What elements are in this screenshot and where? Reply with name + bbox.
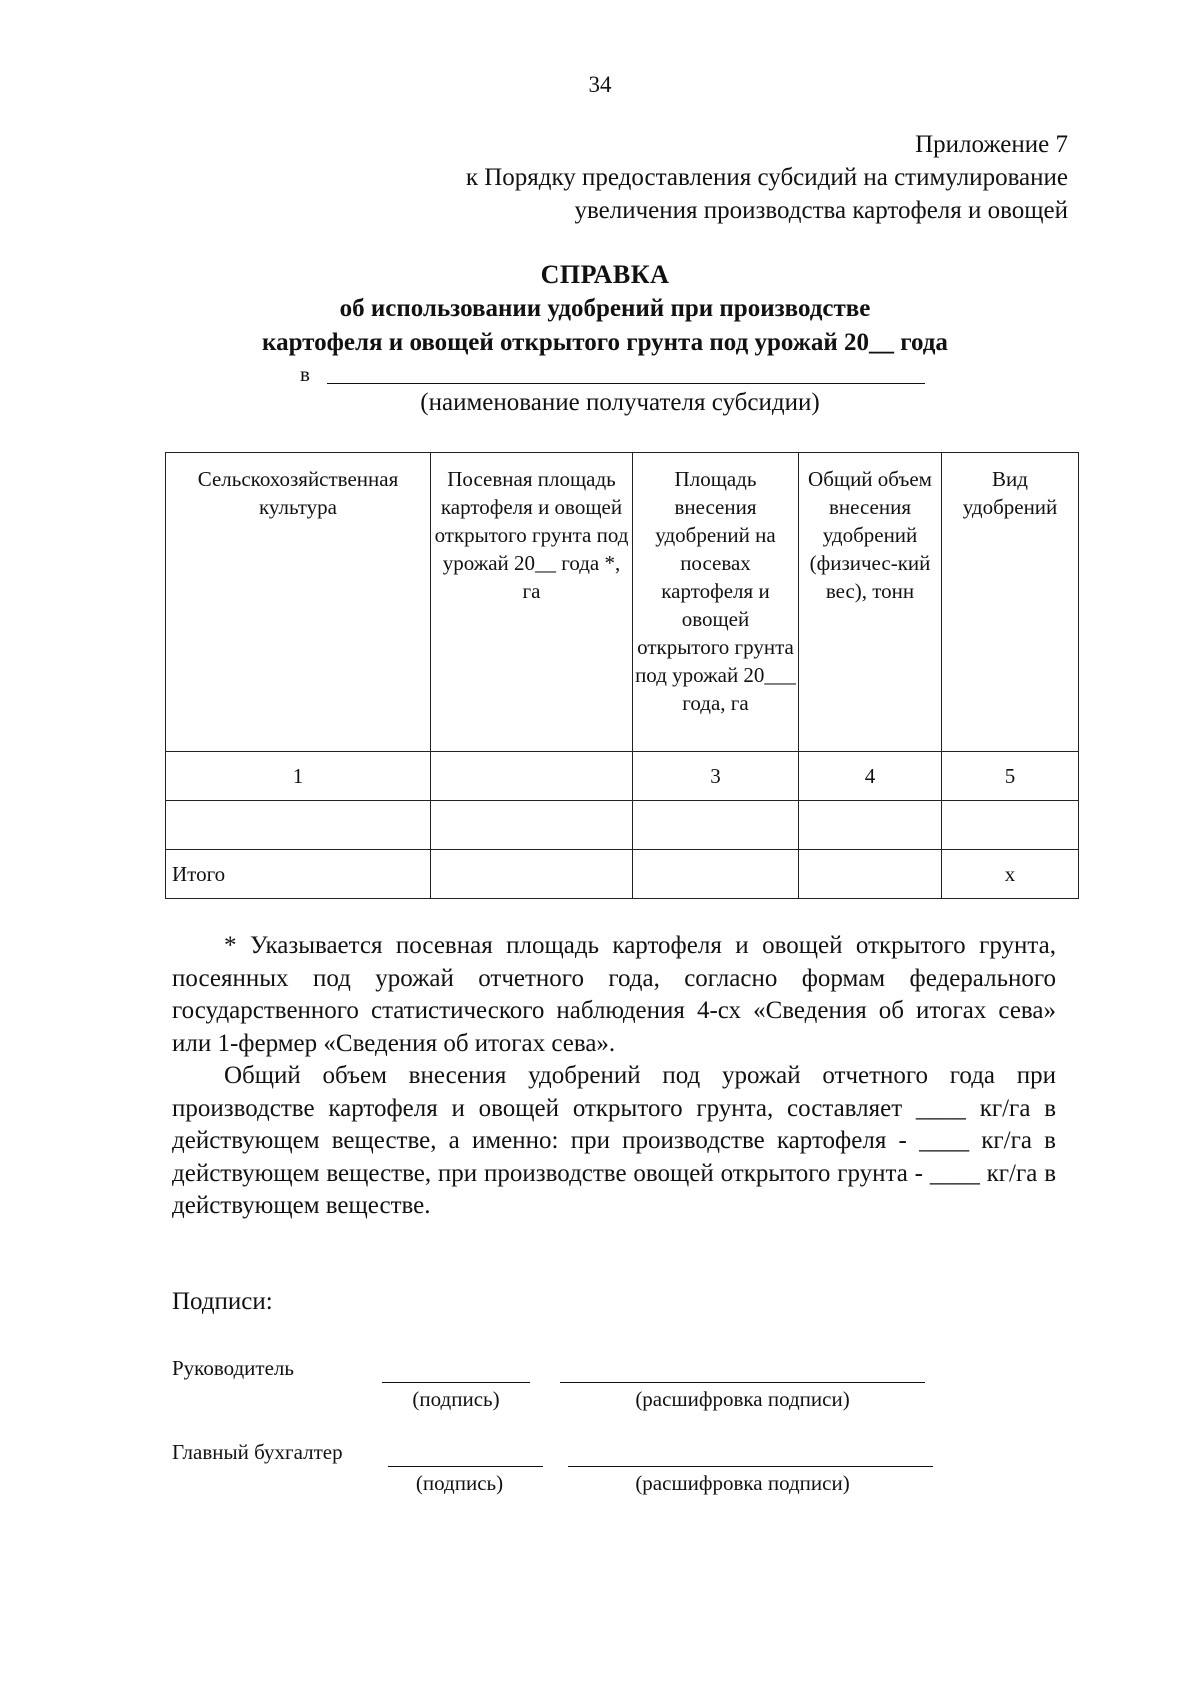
table-cell: х	[942, 850, 1079, 899]
column-header-fertilized-area: Площадь внесения удобрений на посевах картофеля и овощей открытого грунта под урожай 20___ года, га	[633, 453, 799, 752]
footnote-paragraph: * Указывается посевная площадь картофеля и овощей открытого грунта, посеянных под урожай отчетного года, согласно формам федерального государственного статистического наблюдения 4-сх «Сведения об итогах сева» или 1-фермер «Сведения об итогах сева».	[172, 932, 1056, 1057]
recipient-name-field[interactable]	[327, 383, 925, 384]
head-signature-caption: (подпись)	[412, 1387, 500, 1411]
table-cell-input[interactable]	[166, 801, 431, 850]
accountant-decoding-caption: (расшифровка подписи)	[635, 1471, 850, 1495]
table-cell: 1	[166, 752, 431, 801]
total-label: Итого	[166, 850, 431, 899]
head-decoding-field[interactable]	[560, 1382, 925, 1383]
recipient-caption: (наименование получателя субсидии)	[420, 389, 820, 416]
total-volume-paragraph: Общий объем внесения удобрений под урожай отчетного года при производстве картофеля и овощей открытого грунта, составляет ____ кг/га в действующем веществе, а именно: при производстве картофеля - ____ кг/га в действующем веществе, при производстве овощей открытого грунта - ____ кг/га в действующем веществе.	[172, 1062, 1056, 1219]
page-number: 34	[588, 72, 612, 97]
title-line3: картофеля и овощей открытого грунта под урожай 20__ года	[262, 329, 948, 356]
table-cell-input[interactable]	[799, 801, 942, 850]
table-cell-input[interactable]	[799, 850, 942, 899]
table-cell-input[interactable]	[431, 801, 633, 850]
table-cell: 5	[942, 752, 1079, 801]
table-cell-input[interactable]	[431, 850, 633, 899]
column-header-fertilizer-type: Вид удобрений	[942, 453, 1079, 752]
table-cell	[431, 752, 633, 801]
table-cell: 3	[633, 752, 799, 801]
title-main: СПРАВКА	[540, 260, 670, 289]
table-row-numbers	[166, 752, 1079, 801]
column-header-fertilizer-volume: Общий объем внесения удобрений (физичес-кий вес), тонн	[799, 453, 942, 752]
table-cell-input[interactable]	[942, 801, 1079, 850]
accountant-decoding-field[interactable]	[568, 1466, 933, 1467]
accountant-label: Главный бухгалтер	[172, 1440, 343, 1464]
head-label: Руководитель	[172, 1356, 294, 1380]
title-line2: об использовании удобрений при производстве	[339, 295, 871, 322]
appendix-ref-line2: увеличения производства картофеля и овощей	[574, 197, 1068, 224]
table-row-total	[166, 850, 1079, 899]
recipient-prefix: в	[300, 362, 310, 386]
appendix-ref-line1: к Порядку предоставления субсидий на стимулирование	[465, 164, 1068, 191]
table-header-row	[166, 453, 1079, 752]
table-row-entry	[166, 801, 1079, 850]
table-cell: 4	[799, 752, 942, 801]
document-title	[160, 258, 1050, 360]
notes-section	[172, 930, 1056, 1223]
accountant-signature-caption: (подпись)	[415, 1471, 504, 1495]
signatures-heading: Подписи:	[172, 1288, 273, 1315]
head-signature-field[interactable]	[382, 1382, 530, 1383]
appendix-header	[308, 128, 1068, 227]
appendix-number: Приложение 7	[915, 131, 1068, 158]
table-cell-input[interactable]	[633, 801, 799, 850]
column-header-crop: Сельскохозяйственная культура	[166, 453, 431, 752]
table-cell-input[interactable]	[633, 850, 799, 899]
head-decoding-caption: (расшифровка подписи)	[635, 1387, 850, 1411]
column-header-sown-area: Посевная площадь картофеля и овощей открытого грунта под урожай 20__ года *, га	[431, 453, 633, 752]
accountant-signature-field[interactable]	[388, 1466, 543, 1467]
fertilizer-table	[165, 452, 1079, 899]
